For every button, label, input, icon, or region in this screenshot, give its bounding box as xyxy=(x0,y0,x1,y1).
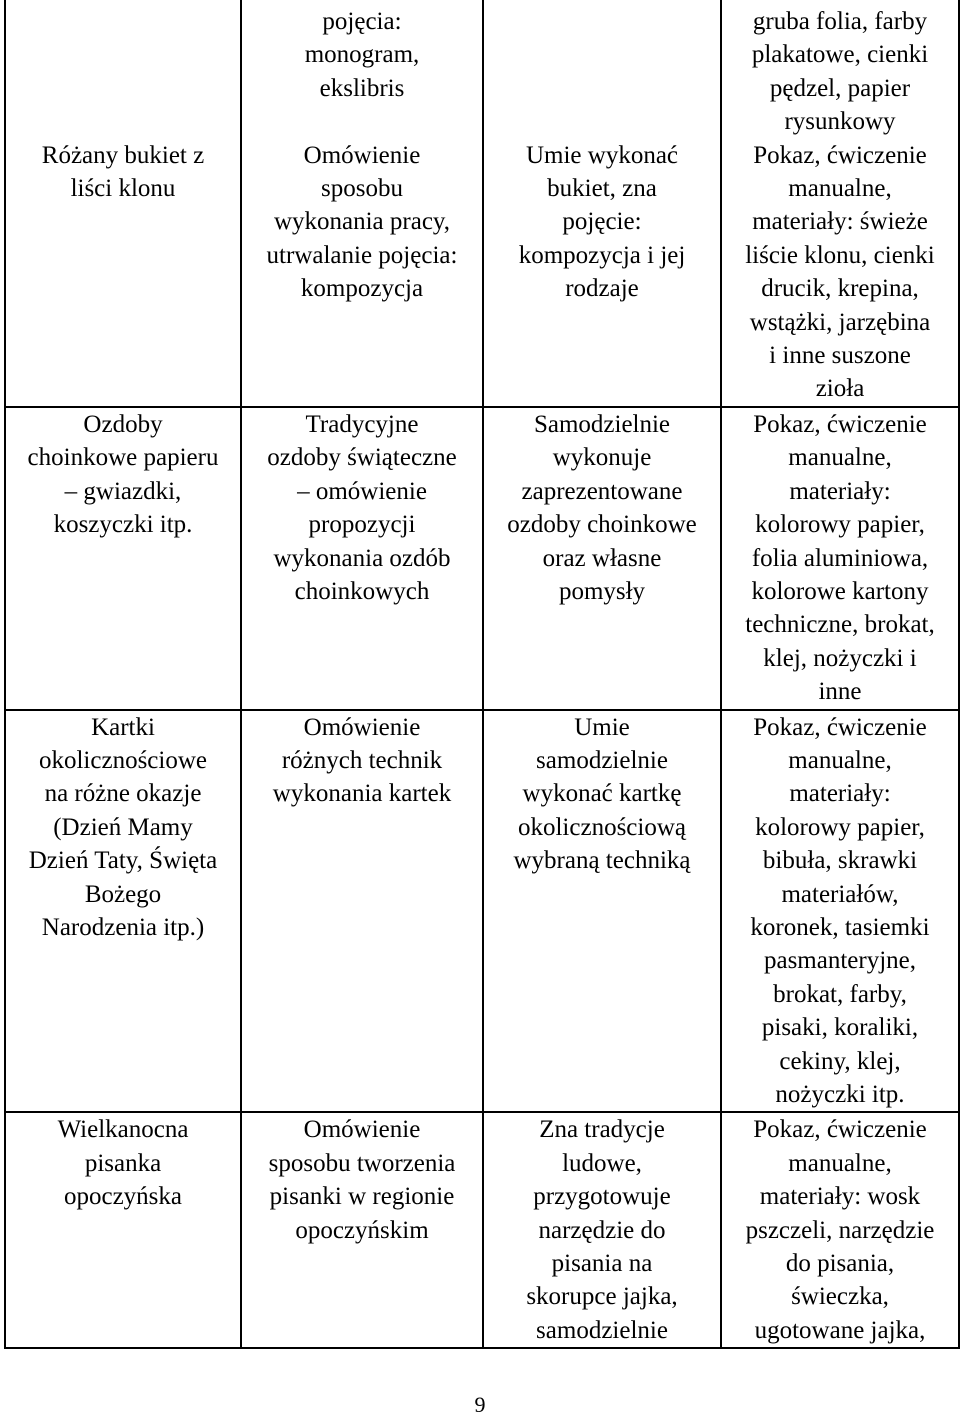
skills-cell: Umie samodzielnie wykonać kartkę okolicznościową wybraną techniką xyxy=(483,710,721,1113)
table-row xyxy=(5,0,959,407)
methods-cell: Pokaz, ćwiczenie manualne, materiały: kolorowy papier, bibuła, skrawki materiałów, koronek, tasiemki pasmanteryjne, brokat, farby, pisaki, koraliki, cekiny, klej, nożyczki itp. xyxy=(721,710,959,1113)
topic-cell: Kartki okolicznościowe na różne okazje (Dzień Mamy Dzień Taty, Święta Bożego Narodzenia itp.) xyxy=(5,710,241,1113)
content-cell: pojęcia: monogram, ekslibris Omówienie sposobu wykonania pracy, utrwalanie pojęcia: kompozycja xyxy=(241,0,483,407)
table-row xyxy=(5,407,959,710)
content-cell: Omówienie sposobu tworzenia pisanki w regionie opoczyńskim xyxy=(241,1112,483,1348)
table-row xyxy=(5,1112,959,1348)
content-cell: Tradycyjne ozdoby świąteczne – omówienie propozycji wykonania ozdób choinkowych xyxy=(241,407,483,710)
methods-cell: Pokaz, ćwiczenie manualne, materiały: wosk pszczeli, narzędzie do pisania, świeczka, ugotowane jajka, xyxy=(721,1112,959,1348)
skills-cell: Zna tradycje ludowe, przygotowuje narzędzie do pisania na skorupce jajka, samodzielnie xyxy=(483,1112,721,1348)
topic-cell: Różany bukiet z liści klonu xyxy=(5,0,241,407)
methods-cell: gruba folia, farby plakatowe, cienki pędzel, papier rysunkowy Pokaz, ćwiczenie manualne, materiały: świeże liście klonu, cienki drucik, krepina, wstążki, jarzębina i inne suszone zioła xyxy=(721,0,959,407)
methods-cell: Pokaz, ćwiczenie manualne, materiały: kolorowy papier, folia aluminiowa, kolorowe kartony techniczne, brokat, klej, nożyczki i inne xyxy=(721,407,959,710)
topic-cell: Ozdoby choinkowe papieru – gwiazdki, koszyczki itp. xyxy=(5,407,241,710)
topic-cell: Wielkanocna pisanka opoczyńska xyxy=(5,1112,241,1348)
table-row xyxy=(5,710,959,1113)
skills-cell: Samodzielnie wykonuje zaprezentowane ozdoby choinkowe oraz własne pomysły xyxy=(483,407,721,710)
content-cell: Omówienie różnych technik wykonania kartek xyxy=(241,710,483,1113)
page-number: 9 xyxy=(474,1392,486,1417)
skills-cell: Umie wykonać bukiet, zna pojęcie: kompozycja i jej rodzaje xyxy=(483,0,721,407)
curriculum-table xyxy=(4,0,960,1349)
